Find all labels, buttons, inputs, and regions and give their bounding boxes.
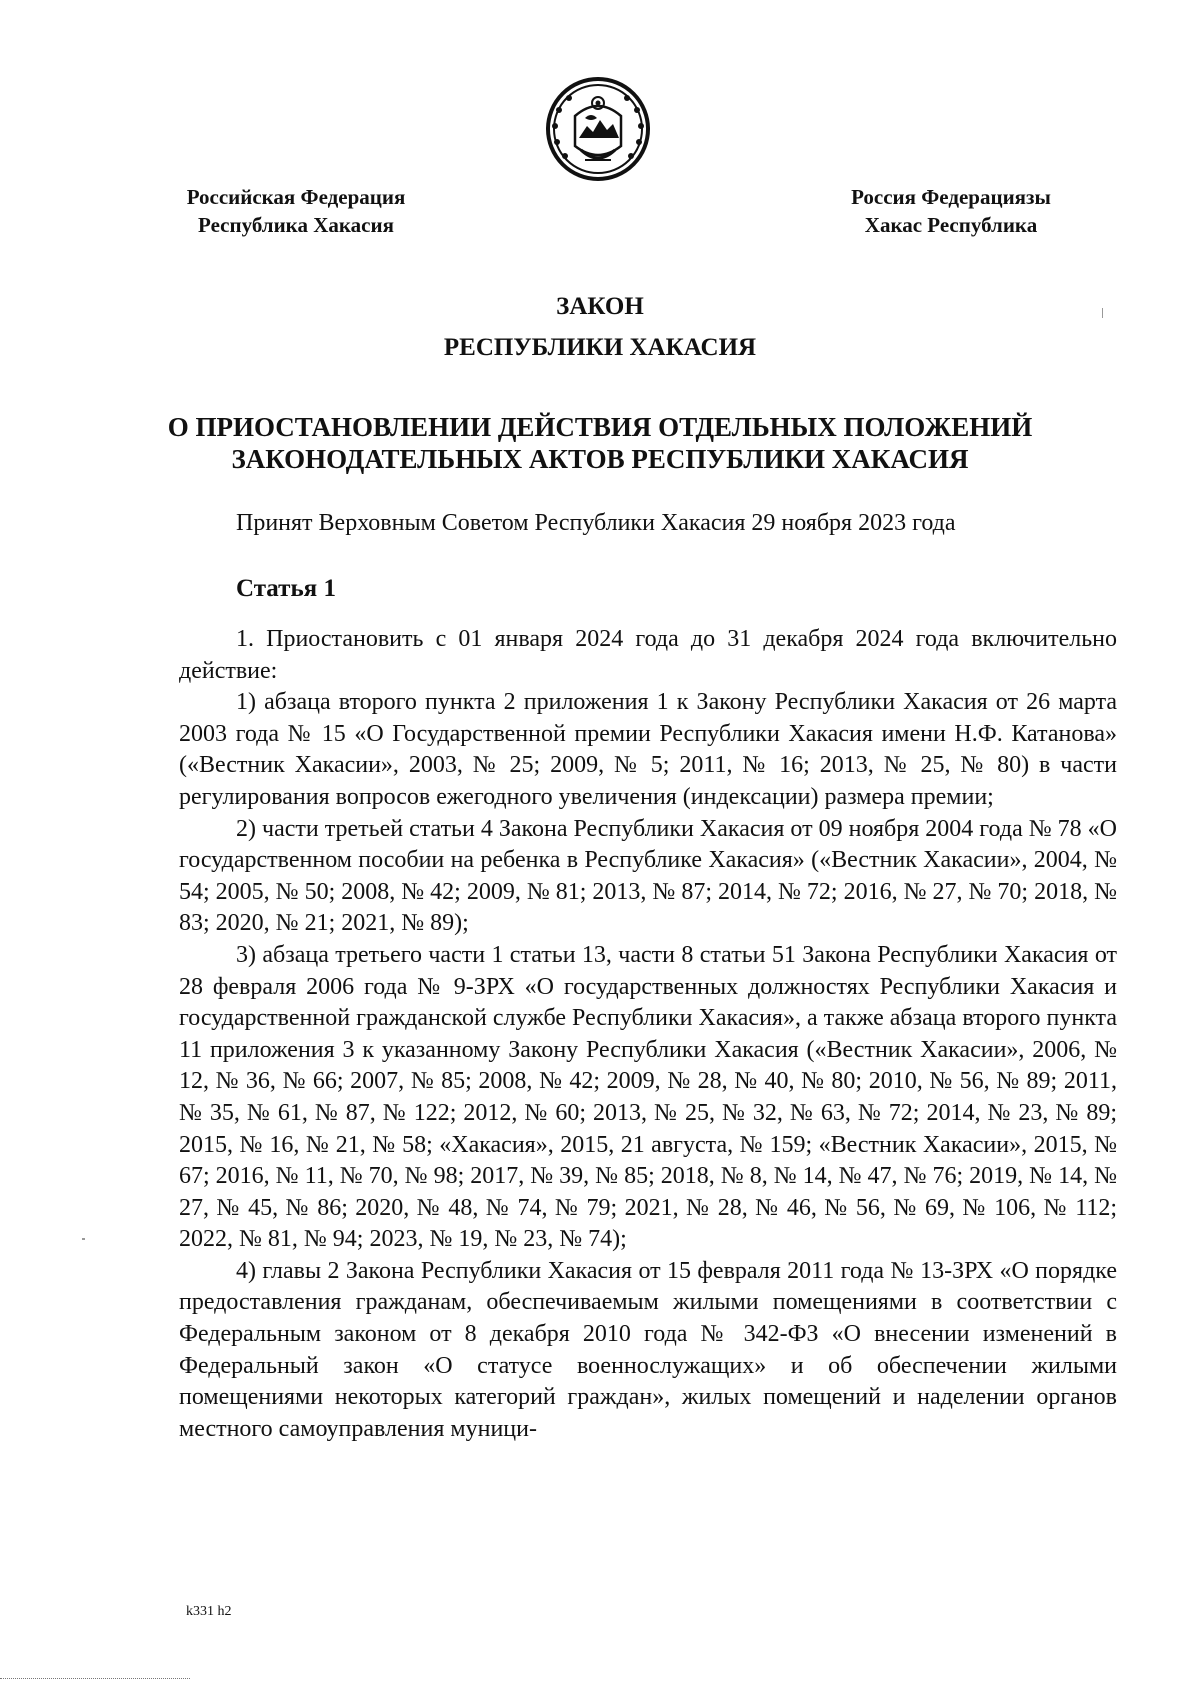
header-left-block — [168, 183, 424, 239]
article-heading: Статья 1 — [236, 575, 336, 602]
paragraph: 2) части третьей статьи 4 Закона Республики Хакасия от 09 ноября 2004 года № 78 «О государственном пособии на ребенка в Республике Хакасия» («Вестник Хакасии», 2004, № 54; 2005, № 50; 2008, № 42; 2009, № 81; 2013, № 87; 2014, № 72; 2016, № 27, № 70; 2018, № 83; 2020, № 21; 2021, № 89); — [179, 815, 1117, 937]
header-republic-ru: Республика Хакасия — [198, 213, 394, 237]
document-type: ЗАКОН — [556, 293, 644, 320]
header-country-kjh: Россия Федерациязы — [851, 185, 1051, 209]
article-body — [179, 624, 1117, 1445]
adoption-note: Принят Верховным Советом Республики Хакасия 29 ноября 2023 года — [236, 510, 956, 536]
header-country-ru: Российская Федерация — [186, 185, 406, 209]
document-title — [0, 286, 1200, 368]
header-republic-kjh: Хакас Республика — [864, 213, 1038, 237]
scan-edge-line — [0, 1678, 190, 1679]
subject-line-1: О ПРИОСТАНОВЛЕНИИ ДЕЙСТВИЯ ОТДЕЛЬНЫХ ПОЛОЖЕНИЙ — [167, 412, 1033, 442]
paragraph: 4) главы 2 Закона Республики Хакасия от 15 февраля 2011 года № 13-ЗРХ «О порядке предоставления гражданам, обеспечиваемым жилыми помещениями в соответствии с Федеральным законом от 8 декабря 2010 года № 342-ФЗ «О внесении изменений в Федеральный закон «О статусе военнослужащих» и об обеспечении жилыми помещениями некоторых категорий граждан», жилых помещений и наделении органов местного самоуправления муници- — [179, 1257, 1117, 1442]
coat-of-arms-icon — [545, 76, 651, 182]
paragraph: 1. Приостановить с 01 января 2024 года до 31 декабря 2024 года включительно действие: — [179, 626, 1117, 684]
scan-speck — [1102, 308, 1103, 318]
paragraph: 3) абзаца третьего части 1 статьи 13, части 8 статьи 51 Закона Республики Хакасия от 28 февраля 2006 года № 9-ЗРХ «О государственных должностях Республики Хакасия и государственной гражданской службе Республики Хакасия», а также абзаца второго пункта 11 приложения 3 к указанному Закону Республики Хакасия («Вестник Хакасии», 2006, № 12, № 36, № 66; 2007, № 85; 2008, № 42; 2009, № 28, № 40, № 80; 2010, № 56, № 89; 2011, № 35, № 61, № 87, № 122; 2012, № 60; 2013, № 25, № 32, № 63, № 72; 2014, № 23, № 89; 2015, № 16, № 21, № 58; «Хакасия», 2015, 21 августа, № 159; «Вестник Хакасии», 2015, № 67; 2016, № 11, № 70, № 98; 2017, № 39, № 85; 2018, № 8, № 14, № 47, № 76; 2019, № 14, № 27, № 45, № 86; 2020, № 48, № 74, № 79; 2021, № 28, № 46, № 56, № 69, № 106, № 112; 2022, № 81, № 94; 2023, № 19, № 23, № 74); — [179, 941, 1117, 1253]
subject-line-2: ЗАКОНОДАТЕЛЬНЫХ АКТОВ РЕСПУБЛИКИ ХАКАСИЯ — [231, 444, 969, 474]
document-subject — [150, 411, 1050, 475]
document-issuer: РЕСПУБЛИКИ ХАКАСИЯ — [443, 334, 757, 361]
paragraph: 1) абзаца второго пункта 2 приложения 1 к Закону Республики Хакасия от 26 марта 2003 года № 15 «О Государственной премии Республики Хакасия имени Н.Ф. Катанова» («Вестник Хакасии», 2003, № 25; 2009, № 5; 2011, № 16; 2013, № 25, № 80) в части регулирования вопросов ежегодного увеличения (индексации) размера премии; — [179, 689, 1117, 810]
scan-speck — [82, 1238, 85, 1240]
header-right-block — [836, 183, 1066, 239]
footer-document-code: k331 h2 — [186, 1604, 232, 1619]
